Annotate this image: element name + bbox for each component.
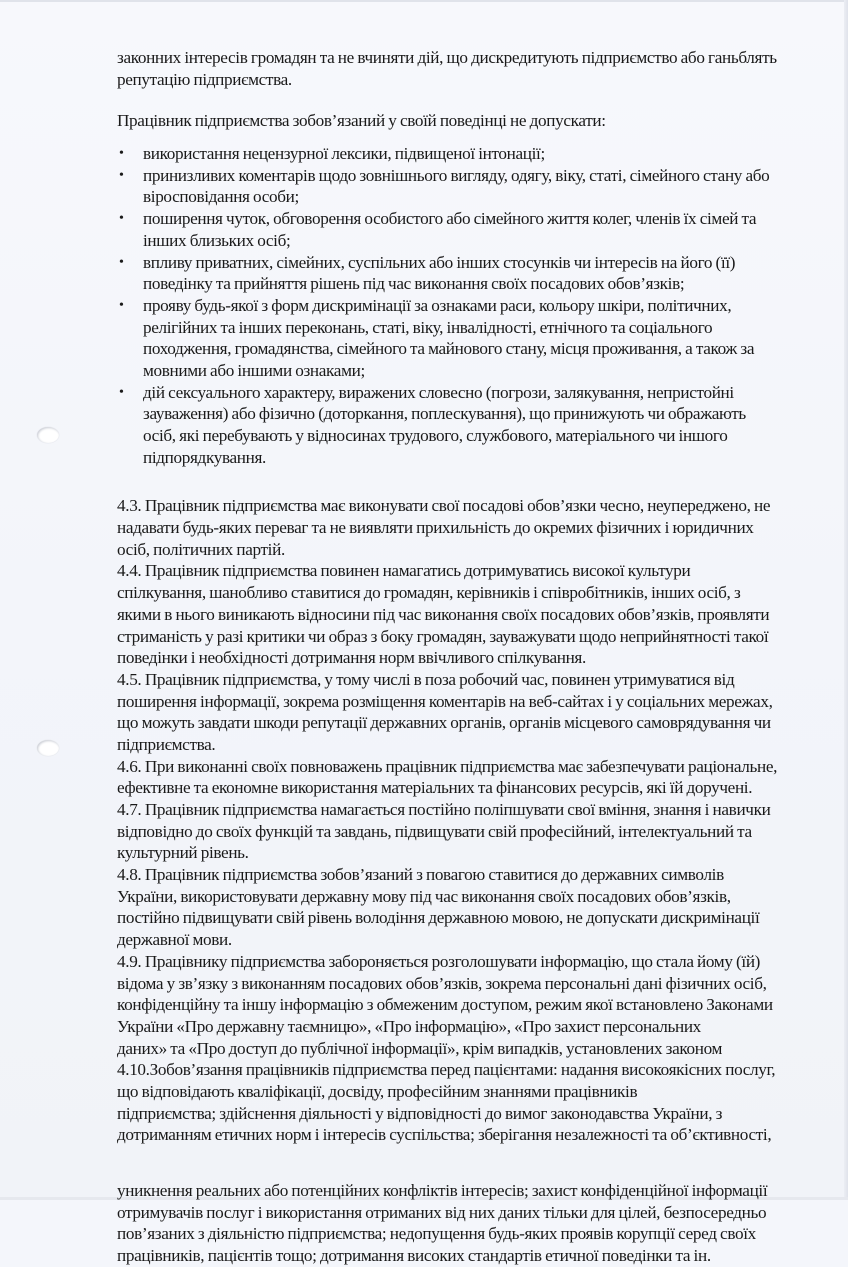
- clause-4-4: [117, 560, 822, 668]
- text-line: пов’язаних з діяльністю підприємства; недопущення будь-яких проявів корупції серед своїх: [117, 1224, 756, 1244]
- text-line: походження, громадянства, сімейного та майнового стану, місця проживання, а також за: [143, 339, 755, 359]
- text-line: що можуть завдати шкоди репутації державних органів, органів місцевого самоврядування чи: [117, 713, 771, 733]
- final-paragraph: [117, 1180, 822, 1267]
- text-line: конфіденційну та іншу інформацію з обмеженим доступом, режим якої встановлено Законами: [117, 995, 773, 1015]
- text-line: отримувачів послуг і використання отриманих від них даних тільки для цілей, безпосередньо: [117, 1202, 767, 1222]
- list-item: [117, 382, 822, 469]
- text-line: відповідно до своїх функцій та завдань, підвищувати свій професійний, інтелектуальний та: [117, 821, 752, 841]
- page-edge-right: [844, 0, 848, 1200]
- text-line: України «Про державну таємницю», «Про інформацію», «Про захист персональних: [117, 1016, 701, 1036]
- text-line: постійно підвищувати свій рівень володіння державною мовою, не допускати дискримінації: [117, 908, 760, 928]
- text-line: інших близьких осіб;: [143, 230, 291, 250]
- text-line: осіб, які перебувають у відносинах трудового, службового, матеріального чи іншого: [143, 426, 728, 445]
- text-line: релігійних та інших переконань, статі, віку, інвалідності, етнічного та соціального: [143, 317, 713, 337]
- list-item: [117, 208, 822, 251]
- text-line: 4.10.Зобов’язання працівників підприємства перед пацієнтами: надання високоякісних послуг,: [117, 1060, 776, 1080]
- clause-4-5: [117, 669, 822, 756]
- text-line: стриманість у разі критики чи образ з боку громадян, зауважувати щодо неприйнятності такої: [117, 626, 769, 646]
- list-item: [117, 165, 822, 208]
- clause-4-10: [117, 1059, 822, 1146]
- text-line: 4.9. Працівнику підприємства забороняється розголошувати інформацію, що стала йому (їй): [117, 951, 761, 971]
- bullet-icon: •: [119, 384, 124, 400]
- text-line: 4.8. Працівник підприємства зобов’язаний з повагою ставитися до державних символів: [117, 865, 724, 885]
- text-line: уникнення реальних або потенційних конфліктів інтересів; захист конфіденційної інформації: [117, 1181, 768, 1200]
- clause-4-9: [117, 951, 822, 1059]
- bullet-icon: •: [119, 254, 124, 270]
- clause-4-7: [117, 799, 822, 864]
- intro-paragraph: [117, 47, 822, 90]
- text-line: відома у зв’язку з виконанням посадових обов’язків, зокрема персональні дані фізичних осіб,: [117, 973, 767, 993]
- list-item: [117, 295, 822, 382]
- text-line: поширення інформації, зокрема розміщення коментарів на веб-сайтах і у соціальних мережах,: [117, 691, 773, 711]
- text-line: дій сексуального характеру, виражених словесно (погрози, залякування, непристойні: [143, 382, 734, 402]
- text-line: ефективне та економне використання матеріальних та фінансових ресурсів, які їй доручені.: [117, 778, 753, 798]
- text-line: 4.6. При виконанні своїх повноважень працівник підприємства має забезпечувати раціональне,: [117, 756, 778, 776]
- text-line: віросповідання особи;: [143, 187, 299, 207]
- text-line: законних інтересів громадян та не вчиняти дій, що дискредитують підприємство або ганьблять: [117, 48, 777, 67]
- text-line: що відповідають кваліфікації, досвіду, професійним знаннями працівників: [117, 1081, 638, 1101]
- list-item: [117, 143, 822, 165]
- bullet-icon: •: [119, 146, 124, 162]
- text-line: поширення чуток, обговорення особистого або сімейного життя колег, членів їх сімей та: [143, 209, 757, 229]
- text-line: 4.5. Працівник підприємства, у тому числі в поза робочий час, повинен утримуватися від: [117, 669, 735, 689]
- text-line: поведінки і необхідності дотримання норм ввічливого спілкування.: [117, 648, 586, 668]
- text-line: даних» та «Про доступ до публічної інформації», крім випадків, установлених законом: [117, 1038, 723, 1058]
- prohibition-list: [117, 143, 822, 468]
- text-line: репутацію підприємства.: [117, 69, 292, 89]
- text-line: мовними або іншими ознаками;: [143, 360, 365, 380]
- clause-4-8: [117, 864, 822, 951]
- punch-hole-icon: [37, 427, 59, 443]
- text-line: 4.7. Працівник підприємства намагається постійно поліпшувати свої вміння, знання і навички: [117, 800, 771, 819]
- text-line: осіб, політичних партій.: [117, 539, 285, 559]
- prohibition-heading: Працівник підприємства зобов’язаний у своїй поведінці не допускати:: [117, 111, 606, 131]
- page-edge-top: [0, 0, 848, 2]
- text-line: державної мови.: [117, 930, 232, 950]
- text-line: якими в нього виникають відносини під час виконання своїх посадових обов’язків, проявляти: [117, 604, 770, 624]
- bullet-icon: •: [119, 297, 124, 313]
- text-line: використання нецензурної лексики, підвищеної інтонації;: [143, 144, 545, 164]
- text-line: принизливих коментарів щодо зовнішнього вигляду, одягу, віку, статі, сімейного стану або: [143, 165, 770, 185]
- text-line: 4.4. Працівник підприємства повинен намагатись дотримуватись високої культури: [117, 561, 691, 581]
- text-line: України, використовувати державну мову під час виконання своїх посадових обов’язків,: [117, 886, 731, 906]
- clause-4-6: [117, 756, 822, 799]
- text-line: підприємства.: [117, 734, 216, 754]
- text-line: впливу приватних, сімейних, суспільних або інших стосунків чи інтересів на його (її): [143, 252, 736, 272]
- document-body: [117, 47, 822, 1267]
- text-line: працівників, пацієнтів тощо; дотримання високих стандартів етичної поведінки та ін.: [117, 1246, 711, 1266]
- punch-hole-icon: [37, 740, 59, 756]
- text-line: культурний рівень.: [117, 843, 249, 863]
- text-line: прояву будь-якої з форм дискримінації за ознаками раси, кольору шкіри, політичних,: [143, 295, 732, 315]
- clause-4-3: [117, 495, 822, 560]
- text-line: поведінку та прийняття рішень під час виконання своїх посадових обов’язків;: [143, 274, 685, 294]
- text-line: 4.3. Працівник підприємства має виконувати свої посадові обов’язки чесно, неупереджено, не: [117, 496, 771, 516]
- text-line: зауваження) або фізично (доторкання, поплескування), що принижують чи ображають: [143, 404, 746, 424]
- text-line: спілкування, шанобливо ставитися до громадян, керівників і співробітників, інших осіб, з: [117, 583, 741, 603]
- text-line: надавати будь-яких переваг та не виявляти прихильність до окремих фізичних і юридичних: [117, 518, 754, 538]
- bullet-icon: •: [119, 211, 124, 227]
- text-line: дотриманням етичних норм і інтересів суспільства; зберігання незалежності та об’єктивності,: [117, 1125, 772, 1145]
- bullet-icon: •: [119, 167, 124, 183]
- list-item: [117, 252, 822, 295]
- text-line: підпорядкування.: [143, 447, 266, 467]
- text-line: підприємства; здійснення діяльності у відповідності до вимог законодавства України, з: [117, 1103, 723, 1123]
